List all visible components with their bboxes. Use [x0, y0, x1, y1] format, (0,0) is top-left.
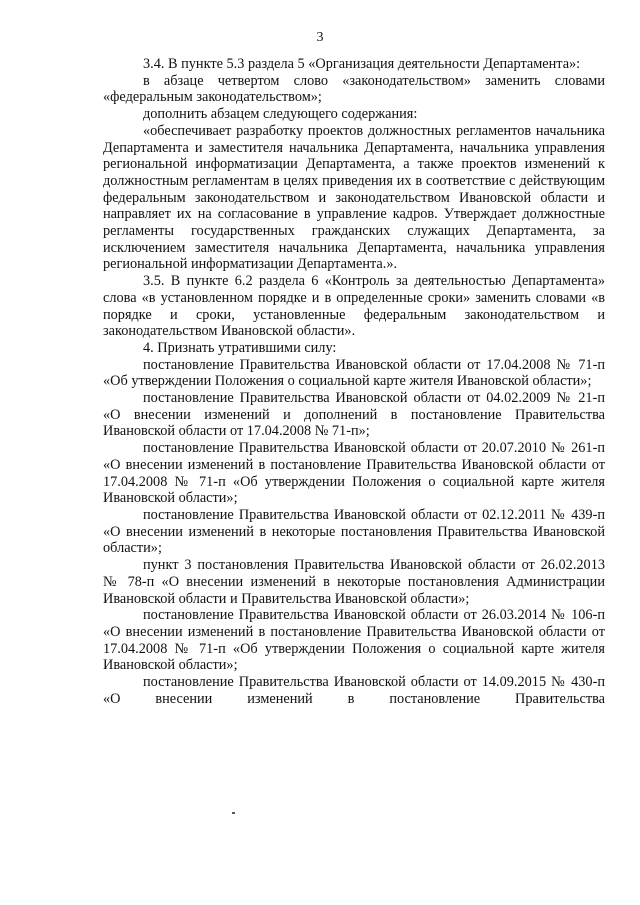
paragraph-4-repeal: 4. Признать утратившими силу: [143, 339, 337, 356]
paragraph-3-5: 3.5. В пункте 6.2 раздела 6 «Контроль за деятельностью Департамента» слова «в установленном порядке и в определенные сроки» заменить словами «в порядке и сроки, установленные федеральным законодательством и законодательством Ивановской области». [103, 273, 605, 340]
repealed-item: постановление Правительства Ивановской области от 26.03.2014 № 106-п «О внесении изменений в постановление Правительства Ивановской области от 17.04.2008 № 71-п «Об утверждении Положения о социальной карте жителя Ивановской области»; [103, 607, 605, 674]
page-number: 3 [316, 30, 324, 45]
scan-speck [232, 812, 235, 814]
document-body [103, 56, 605, 707]
repealed-item: постановление Правительства Ивановской области от 20.07.2010 № 261-п «О внесении изменений в постановление Правительства Ивановской области от 17.04.2008 № 71-п «Об утверждении Положения о социальной карте жителя Ивановской области»; [103, 440, 605, 507]
repealed-item: постановление Правительства Ивановской области от 04.02.2009 № 21-п «О внесении изменений и дополнений в постановление Правительства Ивановской области от 17.04.2008 № 71-п»; [103, 390, 605, 440]
paragraph-replace-word: в абзаце четвертом слово «законодательством» заменить словами «федеральным законодательством»; [103, 72, 605, 106]
paragraph-new-clause-text: «обеспечивает разработку проектов должностных регламентов начальника Департамента и заместителя начальника Департамента, начальника управления региональной информатизации Департамента, а также проектов изменений к должностным регламентам в целях приведения их в соответствие с действующим федеральным законодательством и законодательством Ивановской области и направляет их на согласование в управление кадров. Утверждает должностные регламенты государственных гражданских служащих Департамента, за исключением заместителя начальника Департамента, начальника управления региональной информатизации Департамента.». [103, 122, 605, 273]
repealed-item: постановление Правительства Ивановской области от 17.04.2008 № 71-п «Об утверждении Положения о социальной карте жителя Ивановской области»; [103, 356, 605, 390]
repealed-item: пункт 3 постановления Правительства Ивановской области от 26.02.2013 № 78-п «О внесении изменений в некоторые постановления Администрации Ивановской области и Правительства Ивановской области»; [103, 557, 605, 607]
repealed-item: постановление Правительства Ивановской области от 02.12.2011 № 439-п «О внесении изменений в некоторые постановления Правительства Ивановской области»; [103, 506, 605, 557]
paragraph-add-clause: дополнить абзацем следующего содержания: [143, 106, 418, 123]
paragraph-3-4: 3.4. В пункте 5.3 раздела 5 «Организация деятельности Департамента»: [143, 56, 581, 72]
repealed-item-continued: постановление Правительства Ивановской области от 14.09.2015 № 430-п «О внесении изменений в постановление Правительства [103, 674, 605, 707]
